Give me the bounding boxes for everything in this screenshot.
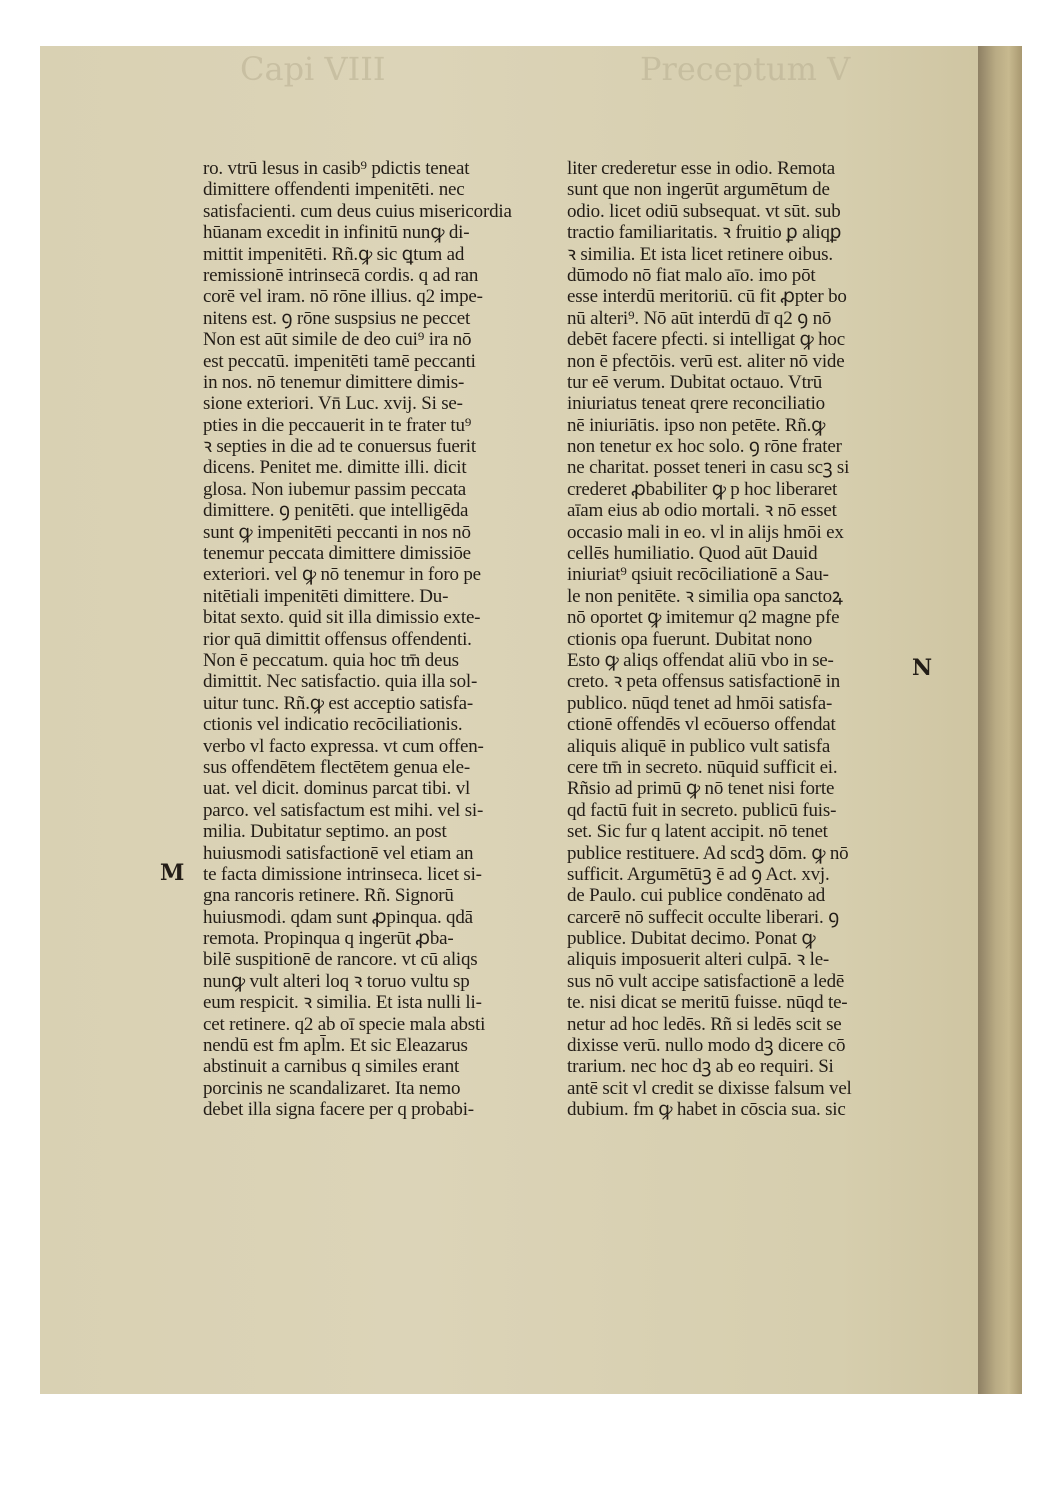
text-line: tractio familiaritatis. ꝛ fruitio ꝑ aliqꝑ	[567, 222, 842, 244]
text-line: dubium. fm ꝙ habet in cōscia sua. sic	[567, 1099, 846, 1121]
text-line: occasio mali in eo. vl in alijs hmōi ex	[567, 521, 844, 543]
text-line: uat. vel dicit. dominus parcat tibi. vl	[203, 778, 471, 800]
text-line: remissionē intrinsecā cordis. q ad ran	[203, 264, 479, 286]
text-line: abstinuit a carnibus q similes erant	[203, 1056, 460, 1078]
text-line: uitur tunc. Rñ.ꝙ est acceptio satisfa-	[203, 692, 473, 714]
text-line: netur ad hoc ledēs. Rñ si ledēs scit se	[567, 1013, 842, 1035]
text-line: sus offendētem flectētem genua ele-	[203, 756, 470, 778]
text-line: creto. ꝛ peta offensus satisfactionē in	[567, 671, 841, 693]
text-line: sus nō vult accipe satisfactionē a ledē	[567, 970, 845, 992]
text-line: ctionē offendēs vl ecōuerso offendat	[567, 714, 836, 736]
text-line: ne charitat. posset teneri in casu scꝫ si	[567, 457, 850, 479]
text-line: de Paulo. cui publice condēnato ad	[567, 885, 826, 907]
text-line: iniuriatus teneat qrere reconciliatio	[567, 393, 825, 415]
text-line: est peccatū. impenitēti tamē peccanti	[203, 350, 476, 372]
text-line: dixisse verū. nullo modo dꝫ dicere cō	[567, 1035, 846, 1057]
margin-note-left: M	[160, 860, 185, 886]
text-line: cet retinere. q2 ab oī specie mala absti	[203, 1013, 486, 1035]
text-line: Non est aūt simile de deo cui⁹ ira nō	[203, 329, 472, 351]
text-line: publico. nūqd tenet ad hmōi satisfa-	[567, 692, 833, 714]
text-line: crederet ꝓbabiliter ꝙ p hoc liberaret	[567, 478, 838, 500]
text-line: debet illa signa facere per q probabi-	[203, 1099, 474, 1121]
text-line: te facta dimissione intrinseca. licet si-	[203, 863, 482, 885]
text-line: qd factū fuit in secreto. publicū fuis-	[567, 799, 837, 821]
text-line: te. nisi dicat se meritū fuisse. nūqd te-	[567, 992, 848, 1014]
text-line: verbo vl facto expressa. vt cum offen-	[203, 735, 484, 757]
text-line: cellēs humiliatio. Quod aūt Dauid	[567, 543, 818, 565]
page-gutter-edge	[978, 46, 1022, 1394]
text-line: porcinis ne scandalizaret. Ita nemo	[203, 1077, 461, 1099]
text-line: sione exteriori. Vn̄ Luc. xvij. Si se-	[203, 393, 463, 415]
text-line: sufficit. Argumētūꝫ ē ad ꝯ Act. xvj.	[567, 863, 830, 885]
text-line: remota. Propinqua q ingerūt ꝓba-	[203, 928, 454, 950]
text-line: publice restituere. Ad scdꝫ dōm. ꝙ nō	[567, 842, 849, 864]
left-text-column	[203, 158, 545, 1121]
text-line: dūmodo nō fiat malo aīo. imo pōt	[567, 264, 816, 286]
text-line: dimittit. Nec satisfactio. quia illa sol-	[203, 671, 478, 693]
text-line: Rñsio ad primū ꝙ nō tenet nisi forte	[567, 778, 835, 800]
text-line: corē vel iram. nō rōne illius. q2 impe-	[203, 286, 483, 308]
text-line: bitat sexto. quid sit illa dimissio exte-	[203, 607, 481, 629]
text-line: ꝛ septies in die ad te conuersus fuerit	[203, 436, 476, 458]
text-line: nitētiali impenitēti dimittere. Du-	[203, 585, 449, 607]
text-line: nunꝙ vult alteri loq ꝛ toruo vultu sp	[203, 970, 470, 992]
text-line: in nos. nō tenemur dimittere dimis-	[203, 371, 465, 393]
text-line: aliquis aliquē in publico vult satisfa	[567, 735, 831, 757]
text-line: odio. licet odiū subsequat. vt sūt. sub	[567, 200, 841, 222]
text-line: parco. vel satisfactum est mihi. vel si-	[203, 799, 484, 821]
text-line: nendū est fm apl̄m. Et sic Eleazarus	[203, 1035, 468, 1057]
text-line: nū alteri⁹. Nō aūt interdū dī q2 ꝯ nō	[567, 307, 832, 329]
text-line: liter crederetur esse in odio. Remota	[567, 158, 835, 179]
text-line: huiusmodi. qdam sunt ꝓpinqua. qdā	[203, 906, 473, 928]
running-head-bleed-left: Capi VIII	[240, 50, 386, 88]
text-line: hūanam excedit in infinitū nunꝙ di-	[203, 222, 470, 244]
text-line: eum respicit. ꝛ similia. Et ista nulli li-	[203, 992, 482, 1014]
text-line: dimittere offendenti impenitēti. nec	[203, 179, 465, 201]
text-line: tenemur peccata dimittere dimissiōe	[203, 543, 471, 565]
text-line: carcerē nō suffecit occulte liberari. ꝯ	[567, 906, 840, 928]
text-line: sunt que non ingerūt argumētum de	[567, 179, 830, 201]
right-text-column	[567, 158, 917, 1121]
text-line: iniuriat⁹ qsiuit recōciliationē a Sau-	[567, 564, 829, 586]
text-line: non tenetur ex hoc solo. ꝯ rōne frater	[567, 436, 842, 458]
text-line: Non ē peccatum. quia hoc tm̄ deus	[203, 649, 459, 671]
text-line: dimittere. ꝯ penitēti. que intelligēda	[203, 500, 469, 522]
text-line: le non penitēte. ꝛ similia opa sanctoꝝ	[567, 585, 843, 607]
text-line: bilē suspitionē de rancore. vt cū aliqs	[203, 949, 478, 971]
text-line: aīam eius ab odio mortali. ꝛ nō esset	[567, 500, 837, 522]
text-line: cere tm̄ in secreto. nūquid sufficit ei.	[567, 756, 838, 778]
text-line: publice. Dubitat decimo. Ponat ꝙ	[567, 928, 816, 950]
text-line: ro. vtrū lesus in casib⁹ pdictis teneat	[203, 158, 470, 179]
text-line: nitens est. ꝯ rōne suspsius ne peccet	[203, 307, 471, 329]
text-line: debēt facere pfecti. si intelligat ꝙ hoc	[567, 329, 845, 351]
text-line: Esto ꝙ aliqs offendat aliū vbo in se-	[567, 649, 834, 671]
text-line: huiusmodi satisfactionē vel etiam an	[203, 842, 474, 864]
text-line: tur eē verum. Dubitat octauo. Vtrū	[567, 371, 823, 393]
text-line: glosa. Non iubemur passim peccata	[203, 478, 467, 500]
text-line: ctionis vel indicatio recōciliationis.	[203, 714, 463, 736]
text-line: mittit impenitēti. Rñ.ꝙ sic ꝗtum ad	[203, 243, 465, 265]
text-line: exteriori. vel ꝙ nō tenemur in foro pe	[203, 564, 481, 586]
text-line: sunt ꝙ impenitēti peccanti in nos nō	[203, 521, 471, 543]
text-line: milia. Dubitatur septimo. an post	[203, 821, 447, 843]
text-line: pties in die peccauerit in te frater tu⁹	[203, 414, 472, 436]
text-line: set. Sic fur q latent accipit. nō tenet	[567, 821, 828, 843]
text-line: antē scit vl credit se dixisse falsum vel	[567, 1077, 852, 1099]
text-line: non ē pfectōis. verū est. aliter nō vide	[567, 350, 845, 372]
running-head-bleed-right: Preceptum V	[640, 50, 851, 88]
text-line: trarium. nec hoc dꝫ ab eo requiri. Si	[567, 1056, 834, 1078]
text-line: aliquis imposuerit alteri culpā. ꝛ le-	[567, 949, 830, 971]
text-line: nō oportet ꝙ imitemur q2 magne pfe	[567, 607, 840, 629]
text-line: ctionis opa fuerunt. Dubitat nono	[567, 628, 813, 650]
text-line: dicens. Penitet me. dimitte illi. dicit	[203, 457, 467, 479]
text-line: gna rancoris retinere. Rñ. Signorū	[203, 885, 454, 907]
text-line: esse interdū meritoriū. cū fit ꝓpter bo	[567, 286, 847, 308]
margin-note-right: N	[912, 655, 933, 681]
text-line: satisfacienti. cum deus cuius misericordia	[203, 200, 512, 222]
text-line: rior quā dimittit offensus offendenti.	[203, 628, 472, 650]
text-line: nē iniuriātis. ipso non petēte. Rñ.ꝙ	[567, 414, 826, 436]
text-line: ꝛ similia. Et ista licet retinere oibus.	[567, 243, 833, 265]
